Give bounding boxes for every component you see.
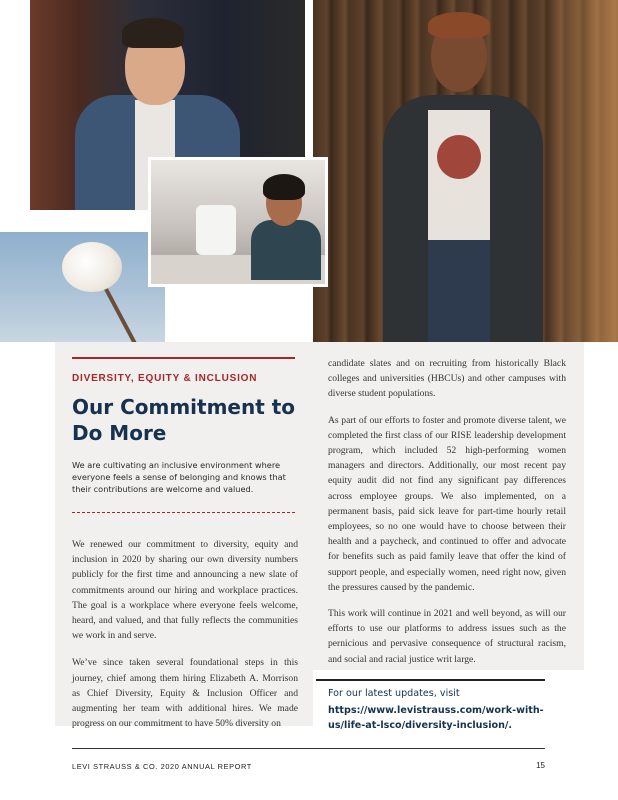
section-top-rule bbox=[72, 357, 295, 359]
updates-lead-text: For our latest updates, visit bbox=[328, 688, 460, 699]
page-title: Our Commitment to Do More bbox=[72, 395, 296, 445]
body-paragraph: candidate slates and on recruiting from historically Black colleges and universities (HBCUs) and other campuses with diverse student populations. bbox=[328, 358, 566, 400]
body-column-right bbox=[328, 356, 566, 678]
updates-rule bbox=[316, 679, 545, 681]
body-paragraph: We renewed our commitment to diversity, equity and inclusion in 2020 by sharing our own diversity numbers publicly for the first time and announcing a new slate of commitments around our hiring and workplace practices. The goal is a workplace where everyone feels welcome, heard, and valued, and that fully reflects the communities we work in and serve. bbox=[72, 539, 298, 642]
photo-person-leaning-on-wood-wall bbox=[313, 0, 618, 342]
section-kicker: DIVERSITY, EQUITY & INCLUSION bbox=[72, 373, 258, 384]
body-column-left bbox=[72, 537, 298, 743]
page-number: 15 bbox=[536, 761, 545, 770]
body-paragraph: As part of our efforts to foster and promote diverse talent, we completed the first class of our RISE leadership development program, which included 52 high-performing women managers and directors. Additionally, our most recent pay equity audit did not find any significant pay differences across employee groups. We also implemented, on a permanent basis, paid sick leave for part-time hourly retail employees, so no one would have to choose between their health and a paycheck, and continued to offer and advocate for benefits such as paid family leave that offer the kind of support people, and especially women, need right now, given the pressures caused by the pandemic. bbox=[328, 414, 566, 593]
footer-rule bbox=[72, 748, 545, 749]
body-paragraph: This work will continue in 2021 and well beyond, as will our efforts to use our platforms to address issues such as the pernicious and pervasive consequence of structural racism, and social and racial justice writ large. bbox=[328, 608, 566, 665]
section-subtitle: We are cultivating an inclusive environment where everyone feels a sense of belonging and knows that their contributions are welcome and valued. bbox=[72, 460, 286, 494]
photo-cotton-boll bbox=[0, 232, 165, 342]
updates-link[interactable]: https://www.levistrauss.com/work-with-us/life-at-lsco/diversity-inclusion/. bbox=[328, 705, 544, 731]
dashed-divider bbox=[72, 512, 295, 513]
footer-report-title: LEVI STRAUSS & CO. 2020 ANNUAL REPORT bbox=[72, 762, 252, 771]
photo-sewing-worker bbox=[148, 157, 328, 287]
body-paragraph: We’ve since taken several foundational steps in this journey, chief among them hiring Elizabeth A. Morrison as Chief Diversity, Equity & Inclusion Officer and augmenting her team with additional hires. We made progress on our commitment to have 50% diversity on bbox=[72, 657, 298, 730]
